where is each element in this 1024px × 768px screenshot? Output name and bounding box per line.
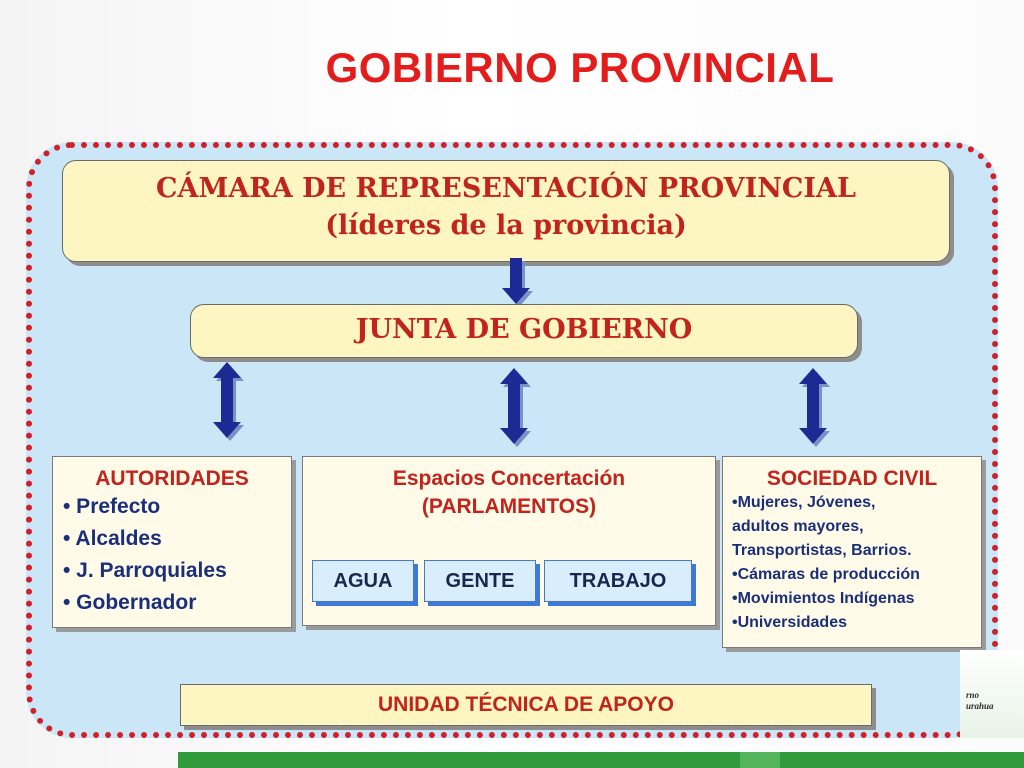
autoridades-item: • Prefecto <box>63 495 161 518</box>
chip-gente: GENTE <box>424 560 536 602</box>
autoridades-item: • Alcaldes <box>63 527 162 550</box>
logo-text: rno urahua <box>966 690 994 711</box>
junta-label: JUNTA DE GOBIERNO <box>355 314 693 345</box>
camara-subtitle: (líderes de la provincia) <box>325 210 687 241</box>
sociedad-civil-box <box>722 456 982 648</box>
junta-box <box>190 304 858 358</box>
sociedad-item: adultos mayores, <box>732 518 864 535</box>
page-title: GOBIERNO PROVINCIAL <box>325 44 835 91</box>
down-arrow-icon <box>502 258 530 304</box>
chip-agua: AGUA <box>312 560 414 602</box>
sociedad-item: •Cámaras de producción <box>732 566 920 583</box>
espacios-subtitle: (PARLAMENTOS) <box>421 495 597 518</box>
double-arrow-right-icon <box>799 368 827 444</box>
camara-title: CÁMARA DE REPRESENTACIÓN PROVINCIAL <box>156 173 856 204</box>
double-arrow-left-icon <box>213 362 241 438</box>
chip-trabajo: TRABAJO <box>544 560 692 602</box>
autoridades-item: • J. Parroquiales <box>63 559 227 582</box>
double-arrow-center-icon <box>500 368 528 444</box>
autoridades-heading: AUTORIDADES <box>95 467 249 490</box>
footer-green-accent <box>740 752 780 768</box>
footer-green-strip <box>178 752 1024 768</box>
sociedad-heading: SOCIEDAD CIVIL <box>766 467 938 490</box>
sociedad-item: Transportistas, Barrios. <box>732 542 912 559</box>
unidad-tecnica-box <box>180 684 872 726</box>
sociedad-item: •Movimientos Indígenas <box>732 590 915 607</box>
unidad-label: UNIDAD TÉCNICA DE APOYO <box>378 693 674 716</box>
espacios-title: Espacios Concertación <box>392 467 626 490</box>
sociedad-item: •Universidades <box>732 614 847 631</box>
autoridades-box <box>52 456 292 628</box>
sociedad-item: •Mujeres, Jóvenes, <box>732 494 876 511</box>
autoridades-item: • Gobernador <box>63 591 197 614</box>
